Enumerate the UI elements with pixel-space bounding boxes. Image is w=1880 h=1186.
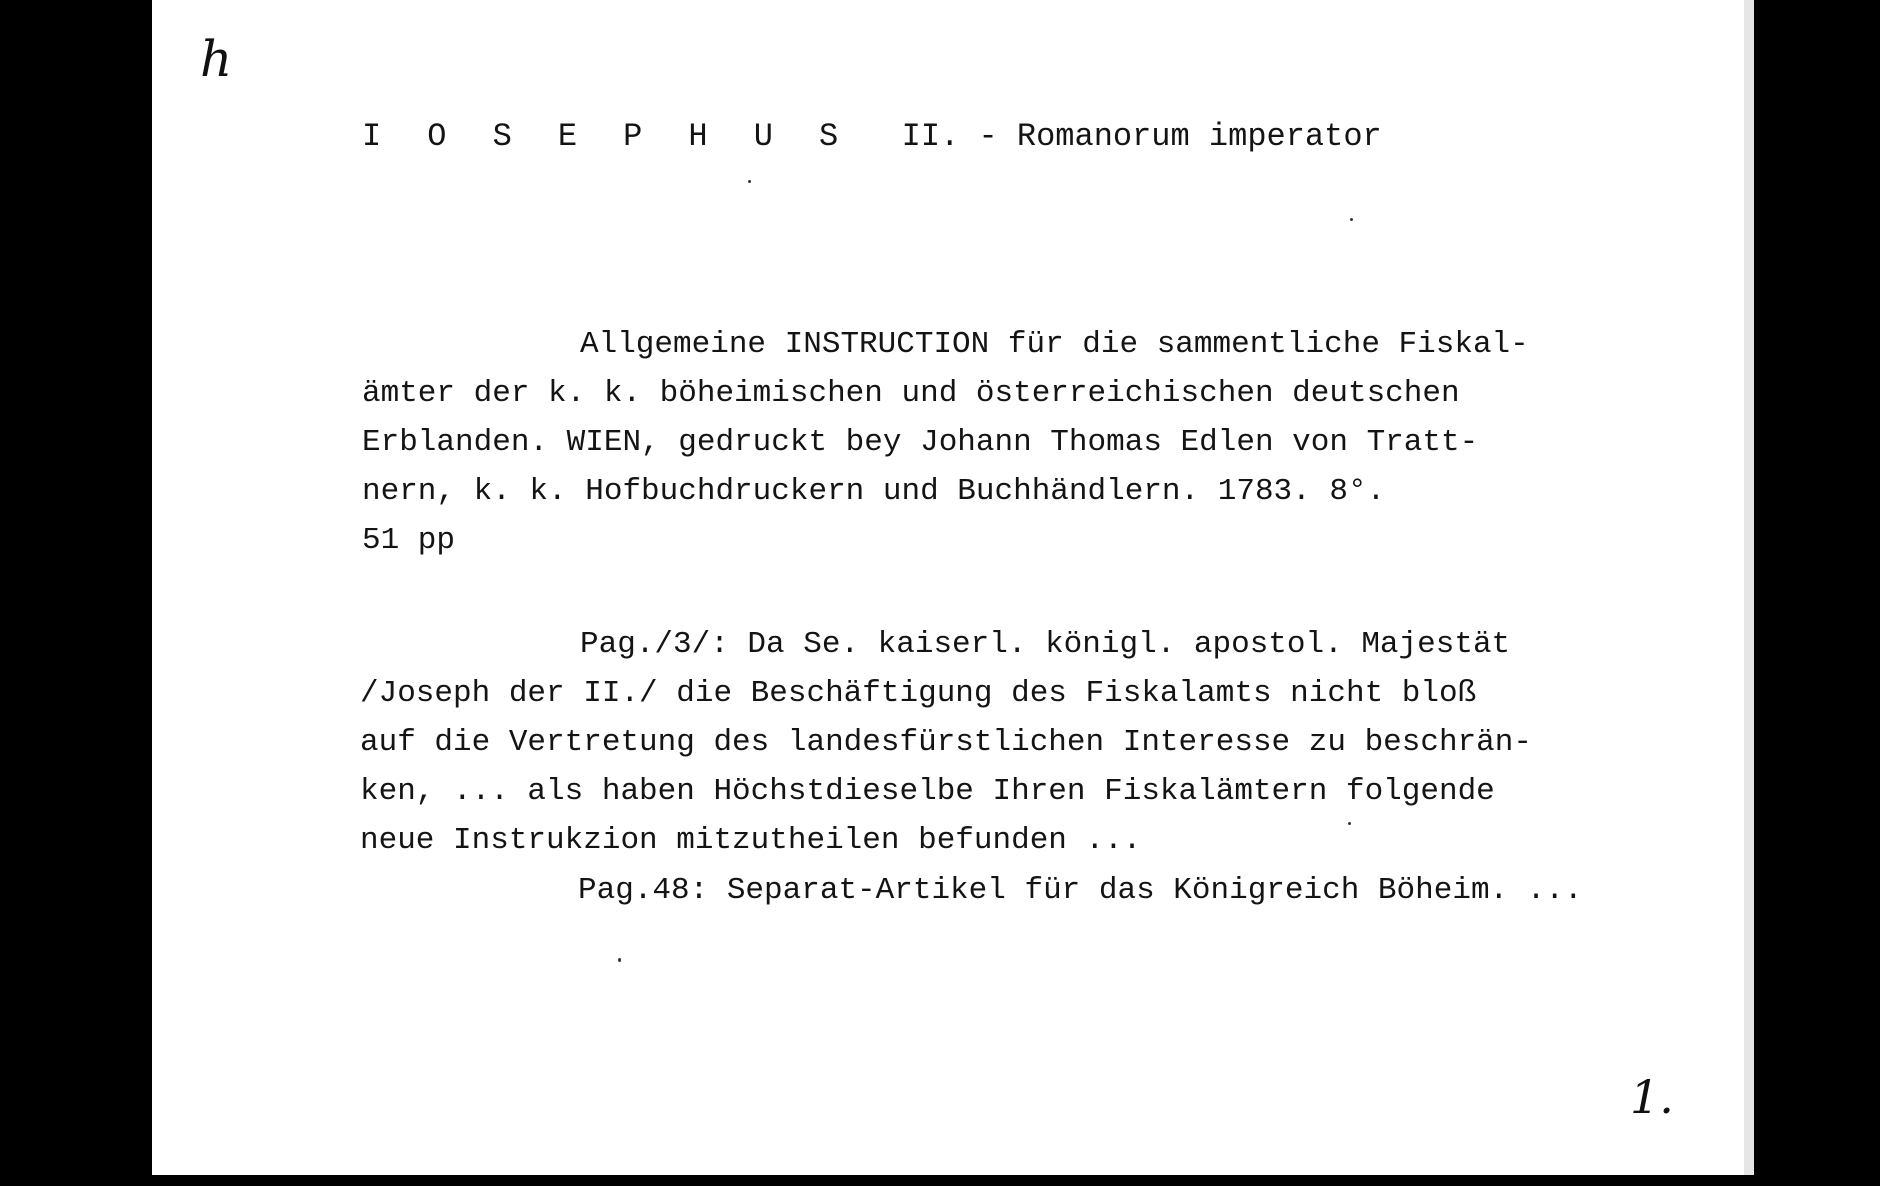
scan-speck	[748, 180, 751, 183]
scan-speck	[1350, 218, 1353, 221]
card-heading	[362, 118, 1382, 155]
description-line-5: 51 pp	[362, 523, 456, 558]
handwritten-mark-bottom: 1.	[1630, 1070, 1674, 1124]
heading-name: I O S E P H U S	[362, 118, 852, 155]
quotation-line-2: /Joseph der II./ die Beschäftigung des Fiskalamts nicht bloß	[360, 676, 1477, 711]
quotation-line-1: Pag./3/: Da Se. kaiserl. königl. apostol. Majestät	[580, 627, 1511, 662]
quotation-line-5: neue Instrukzion mitzutheilen befunden ...	[360, 823, 1142, 858]
scan-speck	[1348, 822, 1351, 825]
quotation-line-4: ken, ... als haben Höchstdieselbe Ihren Fiskalämtern folgende	[360, 774, 1495, 809]
description-line-2: ämter der k. k. böheimischen und österreichischen deutschen	[362, 376, 1460, 411]
quotation-line-3: auf die Vertretung des landesfürstlichen Interesse zu beschrän-	[360, 725, 1532, 760]
description-line-3: Erblanden. WIEN, gedruckt bey Johann Thomas Edlen von Tratt-	[362, 425, 1479, 460]
handwritten-mark-top: h	[200, 30, 233, 88]
scan-speck	[618, 958, 621, 962]
description-line-4: nern, k. k. Hofbuchdruckern und Buchhändlern. 1783. 8°.	[362, 474, 1386, 509]
card-paper	[152, 0, 1744, 1175]
quotation-line-6: Pag.48: Separat-Artikel für das Königreich Böheim. ...	[578, 873, 1583, 908]
heading-title: II. - Romanorum imperator	[901, 118, 1382, 155]
description-line-1: Allgemeine INSTRUCTION für die sammentliche Fiskal-	[580, 327, 1529, 362]
card-edge	[1744, 0, 1754, 1175]
